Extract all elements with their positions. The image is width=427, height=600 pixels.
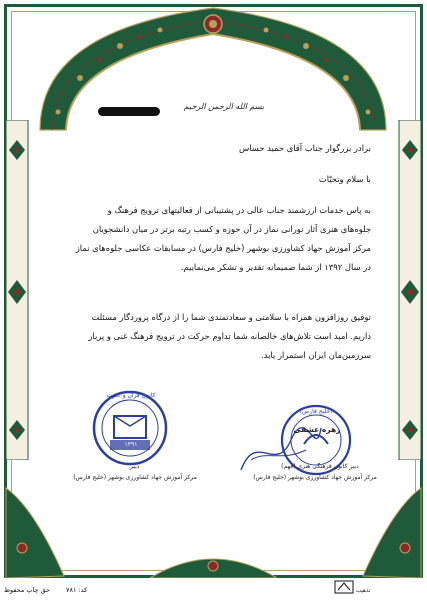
left-signer-role: دبیر xyxy=(130,463,140,470)
closing-line: سرزمین‌مان ایران استمرار یابد. xyxy=(261,350,371,360)
body-line: در سال ۱۳۹۲ از شما صمیمانه تقدیر و تشکر می‌نماییم. xyxy=(180,262,371,272)
closing-line: توفیق روزافزون همراه با سلامتی و سعادتمندی شما را از درگاه پروردگار مسئلت xyxy=(91,312,371,322)
redaction-mark xyxy=(98,107,160,116)
right-signer-name: زهره عشقی xyxy=(293,425,341,434)
left-official-stamp xyxy=(90,388,170,468)
bismillah-calligraphy: بسم الله الرحمن الرحیم xyxy=(183,102,265,111)
right-signer-org: مرکز آموزش جهاد کشاورزی بوشهر (خلیج فارس) xyxy=(253,474,377,481)
right-signer-role: دبیر کانون فرهنگی هنری (فهم) xyxy=(281,463,359,470)
body-line: به پاس خدمات ارزشمند جناب عالی در پشتیبانی از فعالیتهای ترویج فرهنگ و xyxy=(107,205,371,215)
salutation: برادر بزرگوار جناب آقای حمید حساس xyxy=(239,143,371,153)
body-line: جلوه‌های هنری آثار نورانی نماز در آن حوزه و کسب رتبه برتر در میان دانشجویان xyxy=(92,224,371,234)
bottom-right-corner-ornament xyxy=(353,478,423,578)
body-line: مرکز آموزش جهاد کشاورزی بوشهر (خلیج فارس) در مسابقات عکاسی جلوه‌های نماز xyxy=(75,243,371,253)
bottom-center-ornament xyxy=(150,540,277,578)
greeting: با سلام وتحیّات xyxy=(318,174,371,184)
publisher-logo-icon xyxy=(334,580,354,594)
right-stamp-text: (خلیج فارس) xyxy=(299,408,333,415)
left-signer-org: مرکز آموزش جهاد کشاورزی بوشهر (خلیج فارس) xyxy=(73,474,197,481)
bottom-left-corner-ornament xyxy=(4,478,74,578)
left-side-ornament xyxy=(4,120,34,460)
footer-code: کد: ۷۸۱ xyxy=(66,586,88,594)
closing-line: داریم. امید است تلاش‌های خالصانه شما تداوم حرکت در ترویج فرهنگ غنی و پربار xyxy=(88,331,371,341)
footer-publisher: تذهیب xyxy=(356,588,371,594)
footer-rights: حق چاپ محفوظ xyxy=(4,586,51,594)
left-stamp-text: کانون قرآن و عترت xyxy=(106,392,156,399)
left-stamp-year: ۱۳۹۱ xyxy=(124,441,138,448)
right-side-ornament xyxy=(393,120,423,460)
